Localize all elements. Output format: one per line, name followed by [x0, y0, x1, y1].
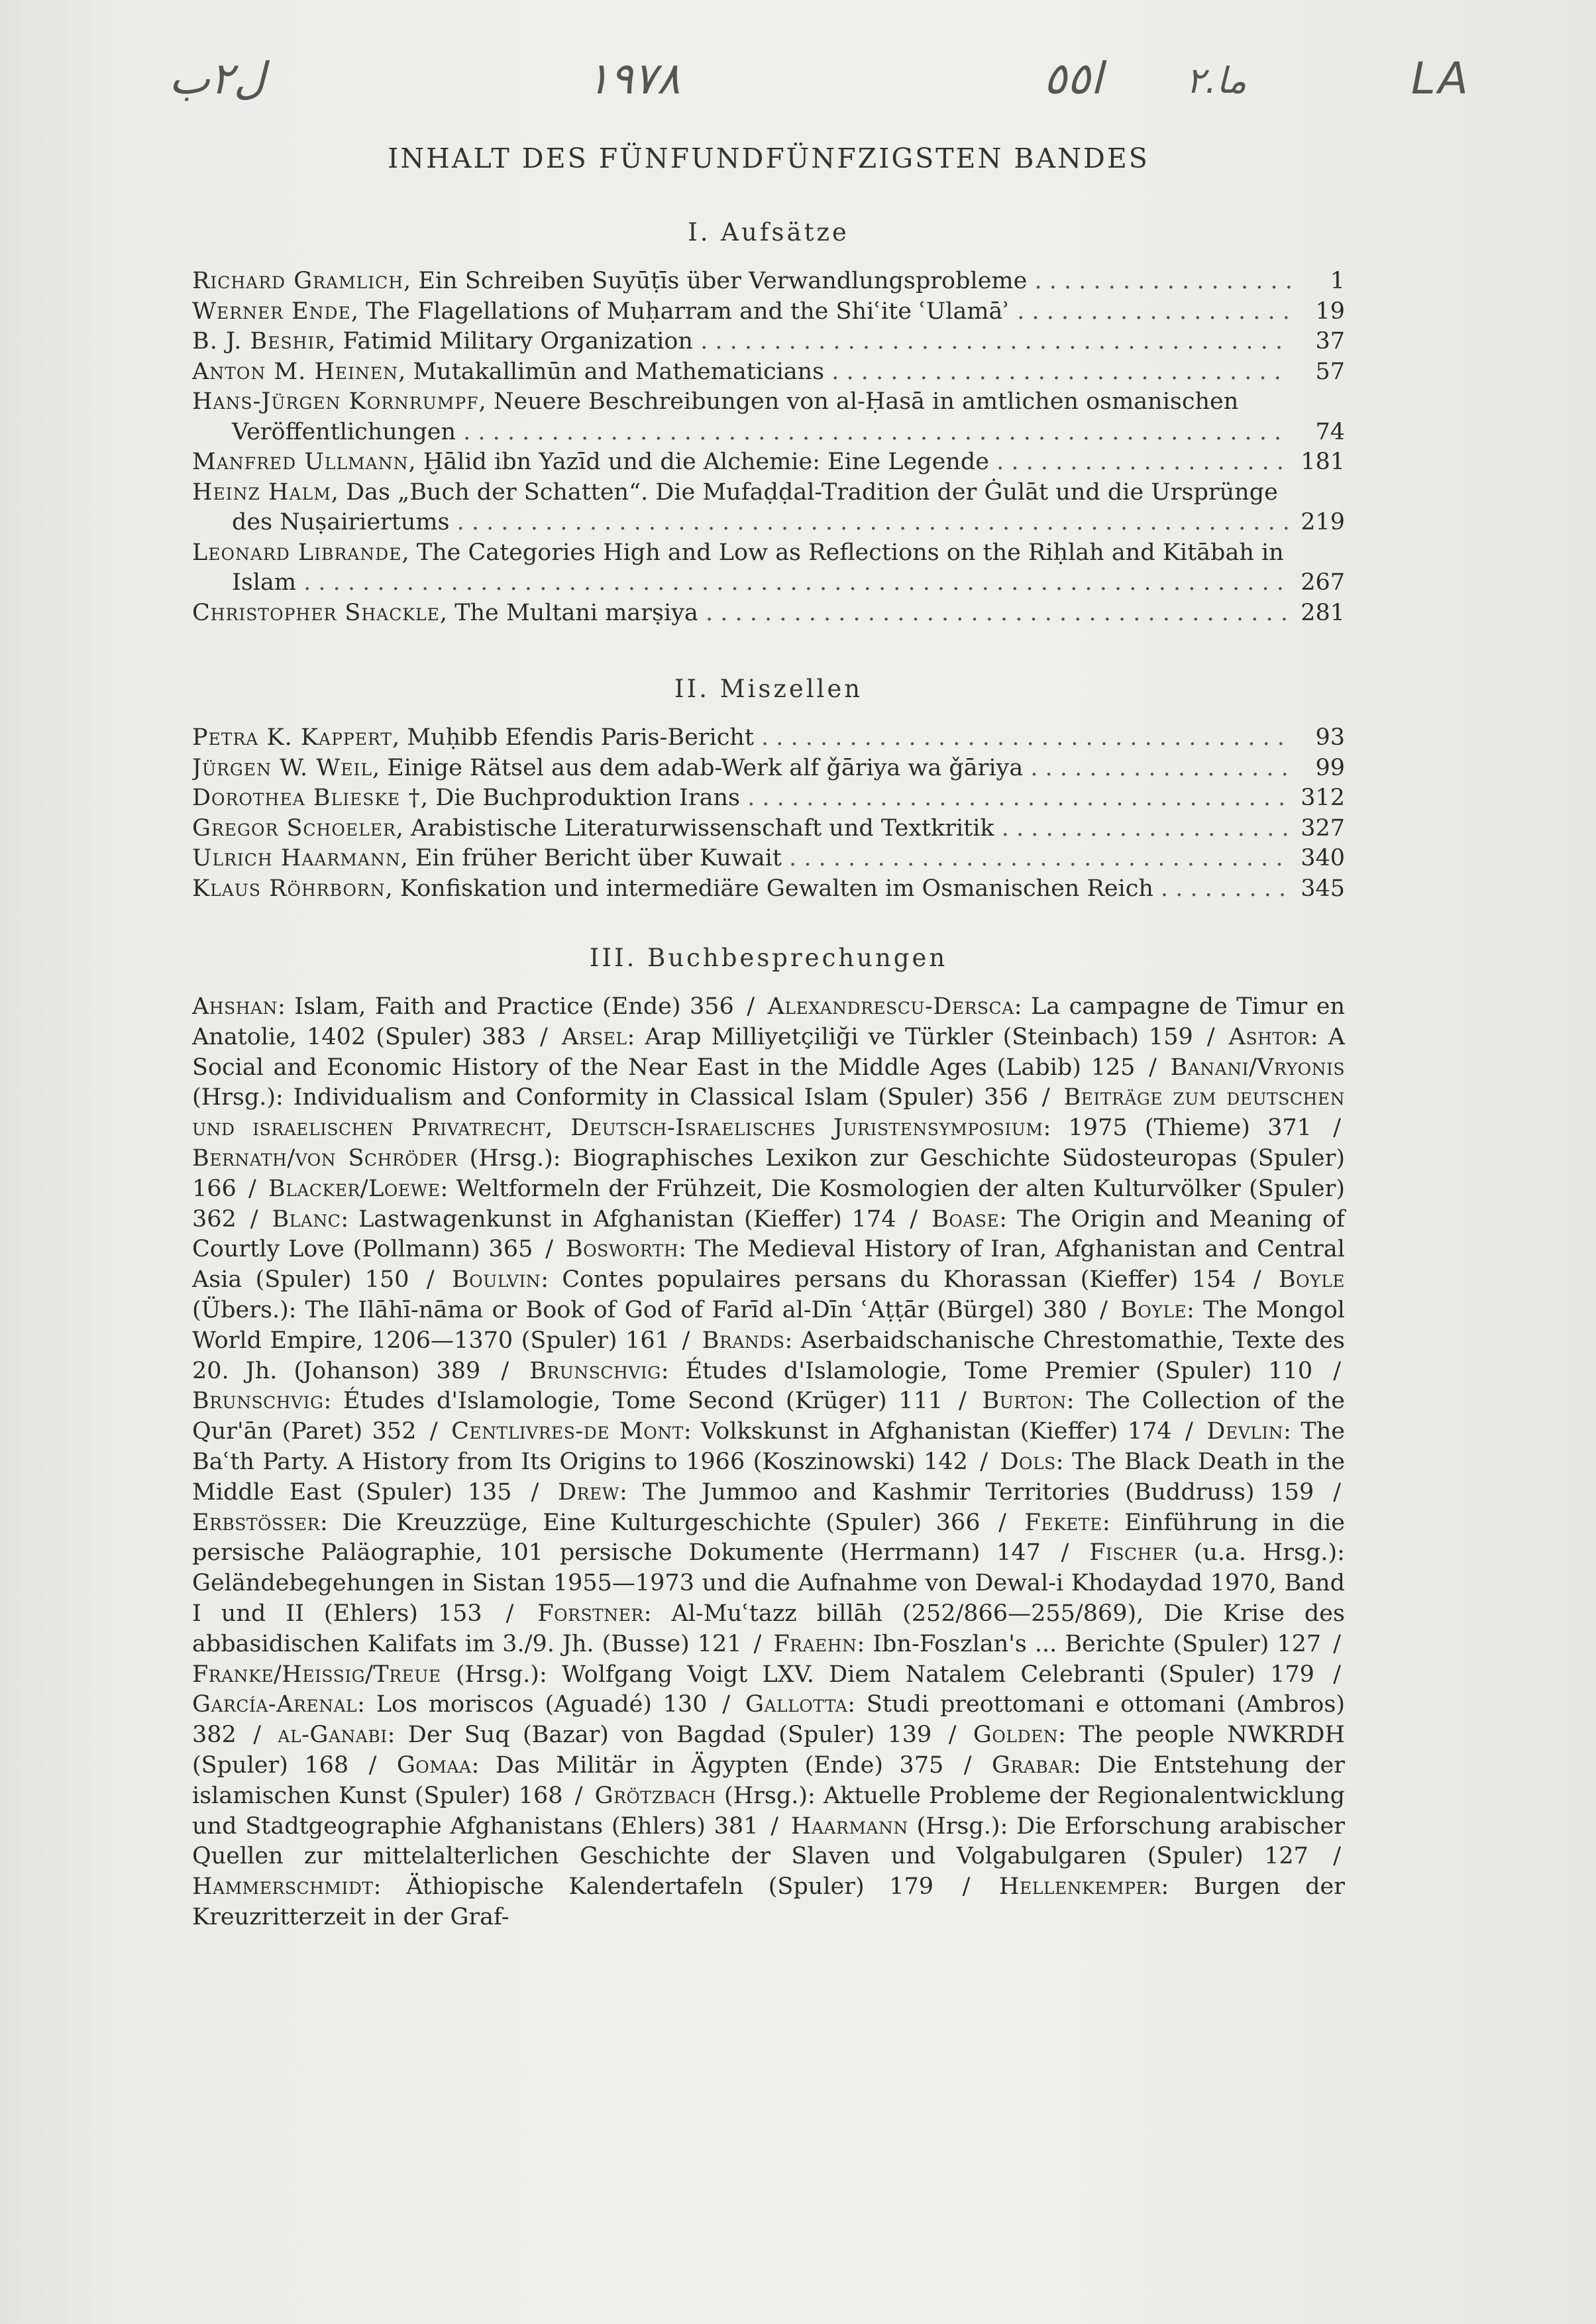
review-title: Weltformeln der Frühzeit, Die Kosmologien der alten Kulturvölker (Spuler) 362 [192, 1175, 1345, 1233]
toc-title: Fatimid Military Organization [343, 328, 701, 355]
toc-author: Leonard Librande [192, 539, 402, 566]
section-title-reviews: III. Buchbesprechungen [589, 944, 948, 972]
review-separator: / [1185, 1418, 1193, 1445]
review-title: (Hrsg.): Individualism and Conformity in Classical Islam (Spuler) 356 [192, 1084, 1028, 1111]
toc-title: Ein früher Bericht über Kuwait [415, 845, 790, 871]
review-title: A Social and Economic History of the Near East in the Middle Ages (Labib) 125 [192, 1023, 1345, 1081]
toc-title: Mutakallimūn and Mathematicians [413, 358, 832, 385]
review-author: Hammerschmidt [192, 1873, 374, 1901]
review-separator: / [429, 1418, 438, 1445]
handwritten-note: ما.٢ [1186, 60, 1247, 101]
toc-page-number: 181 [1301, 449, 1345, 475]
toc-entry: Klaus Röhrborn, Konfiskation und intermediäre Gewalten im Osmanischen Reich . . . . . . . . . 345 [192, 874, 1345, 905]
review-author: Bernath/von Schröder [192, 1144, 458, 1172]
toc-page-number: 93 [1315, 724, 1345, 751]
dot-leader: . . . . . . . . . [1161, 875, 1287, 902]
review-author: Forstner [537, 1600, 644, 1627]
review-title: Äthiopische Kalendertafeln (Spuler) 179 [405, 1873, 933, 1901]
toc-entry: Jürgen W. Weil, Einige Rätsel aus dem adab-Werk alf ǧāriya wa ǧāriya . . . . . . . . . . . . . . . . . . 99 [192, 753, 1345, 784]
page-title: INHALT DES FÜNFUNDFÜNFZIGSTEN BANDES [388, 142, 1149, 174]
dot-leader: . . . . . . . . . . . . . . . . . . . . . . . . . . . . . . . . . . . . [761, 724, 1285, 751]
toc-page-number: 1 [1330, 268, 1345, 294]
review-separator: / [1333, 1478, 1341, 1506]
review-author: Banani/Vryonis [1170, 1054, 1345, 1081]
review-author: Beiträge zum deutschen und israelischen Privatrecht, Deutsch-Israelisches Juristensymposium [192, 1084, 1345, 1142]
review-separator: / [540, 1023, 548, 1050]
toc-page-number: 99 [1315, 754, 1345, 781]
toc-author: Klaus Röhrborn [192, 875, 386, 902]
toc-entry: Richard Gramlich, Ein Schreiben Suyūṭīs über Verwandlungsprobleme . . . . . . . . . . . . . . . . . . 1 [192, 266, 1345, 297]
review-author: Bosworth [565, 1236, 679, 1263]
table-of-contents [192, 142, 1345, 1933]
review-title: The people NWKRDH (Spuler) 168 [192, 1722, 1345, 1779]
dot-leader: . . . . . . . . . . . . . . . . . . . . . . . . . . . . . . . [831, 358, 1281, 385]
toc-entry: B. J. Beshir, Fatimid Military Organization . . . . . . . . . . . . . . . . . . . . . . . . . . . . . . . . . . . . . . . . 37 [192, 327, 1345, 357]
articles-list [192, 266, 1345, 628]
review-title: (u.a. Hrsg.): Geländebegehungen in Sistan 1955—1973 und die Aufnahme von Dewal-i Khodaydad 1970, Band I und II (Ehlers) 153 [192, 1539, 1345, 1627]
toc-entry: Manfred Ullmann, Ḫālid ibn Yazīd und die Alchemie: Eine Legende . . . . . . . . . . . . . . . . . . . . 181 [192, 447, 1345, 478]
review-author: Fischer [1089, 1539, 1177, 1567]
review-author: Alexandrescu-Dersca [767, 993, 1014, 1020]
toc-author: Petra K. Kappert [192, 724, 393, 751]
review-title: The Medieval History of Iran, Afghanistan and Central Asia (Spuler) 150 [192, 1236, 1345, 1294]
review-author: Drew [558, 1478, 619, 1506]
review-author: Ashtor [1228, 1023, 1310, 1050]
review-author: Centlivres-de Mont [451, 1418, 684, 1445]
toc-author: Hans-Jürgen Kornrumpf [192, 388, 479, 415]
review-separator: / [574, 1782, 583, 1809]
review-title: Burgen der Kreuzritterzeit in der Graf- [192, 1873, 1345, 1930]
toc-entry: Hans-Jürgen Kornrumpf, Neuere Beschreibungen von al-Ḥasā in amtlichen osmanischen Veröffentlichungen . . . . . . . . . . . . . . . . . . . . . . . . . . . . . . . . . . . . . . . . . . . . . . . . . . . . . . . . 74 [192, 387, 1345, 447]
review-separator: / [1253, 1266, 1261, 1294]
review-separator: / [1041, 1084, 1050, 1111]
review-author: Burton [982, 1388, 1067, 1415]
dot-leader: . . . . . . . . . . . . . . . . . . . . . . . . . . . . . . . . . . . . . . . . [700, 328, 1283, 355]
toc-entry: Christopher Shackle, The Multani marṣiya . . . . . . . . . . . . . . . . . . . . . . . . . . . . . . . . . . . . . . . . 281 [192, 598, 1345, 629]
toc-page-number: 267 [1301, 569, 1345, 596]
review-title: The Black Death in the Middle East (Spuler) 135 [192, 1448, 1345, 1506]
review-title: La campagne de Timur en Anatolie, 1402 (Spuler) 383 [192, 993, 1346, 1050]
review-separator: / [771, 1812, 779, 1840]
toc-author: Dorothea Blieske † [192, 785, 421, 811]
toc-title: The Multani marṣiya [454, 599, 706, 626]
dot-leader: . . . . . . . . . . . . . . . . . . . . . . . . . . . . . . . . . . . . . [747, 785, 1286, 811]
review-title: The Origin and Meaning of Courtly Love (Pollmann) 365 [192, 1205, 1345, 1263]
dot-leader: . . . . . . . . . . . . . . . . . . . . [996, 449, 1285, 475]
review-separator: / [1333, 1357, 1341, 1384]
dot-leader: . . . . . . . . . . . . . . . . . . . . [1001, 814, 1289, 842]
toc-title: Konfiskation und intermediäre Gewalten im Osmanischen Reich [399, 875, 1161, 902]
review-author: Golden [973, 1722, 1059, 1749]
toc-title: Arabistische Literaturwissenschaft und Textkritik [411, 814, 1002, 842]
review-title: Islam, Faith and Practice (Ende) 356 [294, 993, 734, 1020]
review-author: Erbstösser [192, 1509, 320, 1536]
toc-entry: Leonard Librande, The Categories High and Low as Reflections on the Riḥlah and Kitābah in Islam . . . . . . . . . . . . . . . . . . . . . . . . . . . . . . . . . . . . . . . . . . . . . . . . . . . . . . . . . . . . . . . . . . . 267 [192, 538, 1345, 598]
section-title-articles: I. Aufsätze [688, 218, 849, 247]
review-separator: / [998, 1509, 1006, 1536]
review-author: Grötzbach [594, 1782, 716, 1809]
review-title: Die Kreuzzüge, Eine Kulturgeschichte (Spuler) 366 [342, 1509, 981, 1536]
review-author: Hellenkemper [998, 1873, 1161, 1901]
review-author: Boyle [1120, 1296, 1187, 1323]
dot-leader: . . . . . . . . . . . . . . . . . . . . . . . . . . . . . . . . . . . . . . . . . . . . . . . . . . . . . . . . [463, 418, 1282, 445]
handwritten-shelfmark [0, 40, 1596, 119]
review-separator: / [753, 1630, 762, 1657]
dot-leader: . . . . . . . . . . . . . . . . . . . . . . . . . . . . . . . . . . . . . . . . [705, 599, 1288, 626]
review-title: (Hrsg.): Biographisches Lexikon zur Geschichte Südosteuropas (Spuler) 166 [192, 1144, 1345, 1202]
review-separator: / [1333, 1661, 1341, 1688]
review-author: Boyle [1278, 1266, 1345, 1294]
toc-title: Die Buchproduktion Irans [435, 785, 748, 811]
toc-author: Jürgen W. Weil [192, 754, 372, 781]
review-title: (Hrsg.): Aktuelle Probleme der Regionalentwicklung und Stadtgeographie Afghanistans (Ehlers) 381 [192, 1782, 1345, 1840]
handwritten-note: ١٩٧٨ [586, 53, 680, 104]
toc-title: The Flagellations of Muḥarram and the Shiʿite ʿUlamāʾ [366, 298, 1018, 325]
review-separator: / [505, 1600, 514, 1627]
dot-leader: . . . . . . . . . . . . . . . . . . . . . . . . . . . . . . . . . . [789, 845, 1283, 871]
review-author: Grabar [991, 1751, 1074, 1779]
review-separator: / [747, 993, 755, 1020]
toc-entry: Ulrich Haarmann, Ein früher Bericht über Kuwait . . . . . . . . . . . . . . . . . . . . . . . . . . . . . . . . . . 340 [192, 844, 1345, 874]
review-title: Aserbaidschanische Chrestomathie, Texte des 20. Jh. (Johanson) 389 [192, 1327, 1345, 1384]
toc-page-number: 19 [1315, 298, 1345, 325]
review-separator: / [958, 1388, 967, 1415]
toc-entry: Heinz Halm, Das „Buch der Schatten“. Die Mufaḍḍal-Tradition der Ġulāt und die Ursprünge des Nuṣairiertums . . . . . . . . . . . . . . . . . . . . . . . . . . . . . . . . . . . . . . . . . . . . . . . . . . . . . . . . . 219 [192, 478, 1345, 538]
review-author: Ahshan [192, 993, 278, 1020]
review-title: Arap Milliyetçiliği ve Türkler (Steinbach) 159 [645, 1023, 1193, 1050]
toc-entry: Werner Ende, The Flagellations of Muḥarram and the Shiʿite ʿUlamāʾ . . . . . . . . . . . . . . . . . . . 19 [192, 297, 1345, 327]
review-title: (Hrsg.): Die Erforschung arabischer Quellen zur mittelalterlichen Geschichte der Slaven und Volgabulgaren (Spuler) 127 [192, 1812, 1345, 1870]
review-separator: / [545, 1236, 554, 1263]
review-author: Boulvin [451, 1266, 541, 1294]
toc-page-number: 327 [1301, 814, 1345, 842]
review-title: Contes populaires persans du Khorassan (Kieffer) 154 [562, 1266, 1236, 1294]
review-separator: / [1149, 1054, 1157, 1081]
review-separator: / [1206, 1023, 1215, 1050]
review-author: García-Arenal [192, 1691, 358, 1718]
toc-author: Christopher Shackle [192, 599, 440, 626]
toc-page-number: 37 [1315, 328, 1345, 355]
review-separator: / [1333, 1843, 1341, 1870]
toc-author: Heinz Halm [192, 478, 331, 506]
dot-leader: . . . . . . . . . . . . . . . . . . . [1017, 298, 1290, 325]
toc-page-number: 74 [1315, 418, 1345, 445]
toc-author: Ulrich Haarmann [192, 845, 401, 871]
review-author: Fraehn [773, 1630, 857, 1657]
review-author: Boase [931, 1205, 1000, 1233]
review-title: Études d'Islamologie, Tome Premier (Spuler) 110 [685, 1357, 1313, 1384]
review-author: Fekete [1024, 1509, 1102, 1536]
toc-author: Werner Ende [192, 298, 351, 325]
toc-entry: Anton M. Heinen, Mutakallimūn and Mathematicians . . . . . . . . . . . . . . . . . . . . . . . . . . . . . . . 57 [192, 357, 1345, 388]
review-separator: / [948, 1722, 957, 1749]
review-title: Lastwagenkunst in Afghanistan (Kieffer) 174 [358, 1205, 896, 1233]
review-title: Der Suq (Bazar) von Bagdad (Spuler) 139 [407, 1722, 932, 1749]
review-separator: / [250, 1205, 258, 1233]
review-author: Blacker/Loewe [268, 1175, 441, 1202]
review-author: Blanc [272, 1205, 341, 1233]
review-author: Franke/Heissig/Treue [192, 1661, 441, 1688]
handwritten-note: LA [1411, 53, 1471, 104]
review-title: (Übers.): The Ilāhī-nāma or Book of God of Farīd al-Dīn ʿAṭṭār (Bürgel) 380 [192, 1296, 1088, 1323]
toc-page-number: 281 [1301, 599, 1345, 626]
review-separator: / [980, 1448, 988, 1475]
review-title: 1975 (Thieme) 371 [1068, 1115, 1312, 1142]
review-separator: / [962, 1873, 971, 1901]
review-separator: / [426, 1266, 435, 1294]
handwritten-note: ل٢ب [169, 53, 266, 104]
review-title: Volkskunst in Afghanistan (Kieffer) 174 [701, 1418, 1172, 1445]
review-title: The Collection of the Qur'ān (Paret) 352 [192, 1388, 1345, 1445]
toc-author: B. J. Beshir [192, 328, 329, 355]
review-author: Gallotta [745, 1691, 848, 1718]
review-title: Ibn-Foszlan's ... Berichte (Spuler) 127 [873, 1630, 1322, 1657]
miscellanea-list [192, 723, 1345, 904]
review-separator: / [1333, 1630, 1341, 1657]
toc-title: The Categories High and Low as Reflections on the Riḥlah and Kitābah in Islam [232, 539, 1284, 596]
toc-title: Muḥibb Efendis Paris-Bericht [407, 724, 762, 751]
review-author: al-Ganabi [278, 1722, 388, 1749]
dot-leader: . . . . . . . . . . . . . . . . . . . . . . . . . . . . . . . . . . . . . . . . . . . . . . . . . . . . . . . . . . . . . . . . . . . [303, 569, 1284, 596]
toc-author: Gregor Schoeler [192, 814, 396, 842]
review-author: Devlin [1206, 1418, 1284, 1445]
review-separator: / [248, 1175, 256, 1202]
review-title: The Mongol World Empire, 1206—1370 (Spuler) 161 [192, 1296, 1345, 1354]
toc-title: Einige Rätsel aus dem adab-Werk alf ǧāriya wa ǧāriya [387, 754, 1031, 781]
review-separator: / [253, 1722, 262, 1749]
toc-title: Ḫālid ibn Yazīd und die Alchemie: Eine Legende [423, 449, 997, 475]
review-separator: / [682, 1327, 690, 1354]
review-title: Al-Muʿtazz billāh (252/866—255/869), Die Krise des abbasidischen Kalifats im 3./9. Jh. (Busse) 121 [192, 1600, 1345, 1657]
review-title: Die Entstehung der islamischen Kunst (Spuler) 168 [192, 1751, 1345, 1809]
review-title: Studi preottomani e ottomani (Ambros) 382 [192, 1691, 1345, 1749]
review-separator: / [1100, 1296, 1108, 1323]
review-title: The Jummoo and Kashmir Territories (Buddruss) 159 [642, 1478, 1314, 1506]
reviews-paragraph: Ahshan: Islam, Faith and Practice (Ende) 356 / Alexandrescu-Dersca: La campagne de Timur en Anatolie, 1402 (Spuler) 383 / Arsel: Arap Milliyetçiliği ve Türkler (Steinbach) 159 / Ashtor: A Social and Economic History of the Near East in the Middle Ages (Labib) 125 / Banani/Vryonis (Hrsg.): Individualism and Conformity in Classical Islam (Spuler) 356 / Beiträge zum deutschen und israelischen Privatrecht, Deutsch-Israelisches Juristensymposium: 1975 (Thieme) 371 / Bernath/von Schröder (Hrsg.): Biographisches Lexikon zur Geschichte Südosteuropas (Spuler) 166 / Blacker/Loewe: Weltformeln der Frühzeit, Die Kosmologien der alten Kulturvölker (Spuler) 362 / Blanc: Lastwagenkunst in Afghanistan (Kieffer) 174 / Boase: The Origin and Meaning of Courtly Love (Pollmann) 365 / Bosworth: The Medieval History of Iran, Afghanistan and Central Asia (Spuler) 150 / Boulvin: Contes populaires persans du Khorassan (Kieffer) 154 / Boyle (Übers.): The Ilāhī-nāma or Book of God of Farīd al-Dīn ʿAṭṭār (Bürgel) 380 / Boyle: The Mongol World Empire, 1206—1370 (Spuler) 161 / Brands: Aserbaidschanische Chrestomathie, Texte des 20. Jh. (Johanson) 389 / Brunschvig: Études d'Islamologie, Tome Premier (Spuler) 110 / Brunschvig: Études d'Islamologie, Tome Second (Krüger) 111 / Burton: The Collection of the Qur'ān (Paret) 352 / Centlivres-de Mont: Volkskunst in Afghanistan (Kieffer) 174 / Devlin: The Baʿth Party. A History from Its Origins to 1966 (Koszinowski) 142 / Dols: The Black Death in the Middle East (Spuler) 135 / Drew: The Jummoo and Kashmir Territories (Buddruss) 159 / Erbstösser: Die Kreuzzüge, Eine Kulturgeschichte (Spuler) 366 / Fekete: Einführung in die persische Paläographie, 101 persische Dokumente (Herrmann) 147 / Fischer (u.a. Hrsg.): Geländebegehungen in Sistan 1955—1973 und die Aufnahme von Dewal-i Khodaydad 1970, Band I und II (Ehlers) 153 / Forstner: Al-Muʿtazz billāh (252/866—255/869), Die Krise des abbasidischen Kalifats im 3./9. Jh. (Busse) 121 / Fraehn: Ibn-Foszlan's ... Berichte (Spuler) 127 / Franke/Heissig/Treue (Hrsg.): Wolfgang Voigt LXV. Diem Natalem Celebranti (Spuler) 179 / García-Arenal: Los moriscos (Aguadé) 130 / Gallotta: Studi preottomani e ottomani (Ambros) 382 / al-Ganabi: Der Suq (Bazar) von Bagdad (Spuler) 139 / Golden: The people NWKRDH (Spuler) 168 / Gomaa: Das Militär in Ägypten (Ende) 375 / Grabar: Die Entstehung der islamischen Kunst (Spuler) 168 / Grötzbach (Hrsg.): Aktuelle Probleme der Regionalentwicklung und Stadtgeographie Afghanistans (Ehlers) 381 / Haarmann (Hrsg.): Die Erforschung arabischer Quellen zur mittelalterlichen Geschichte der Slaven und Volgabulgaren (Spuler) 127 / Hammerschmidt: Äthiopische Kalendertafeln (Spuler) 179 / Hellenkemper: Burgen der Kreuzritterzeit in der Graf- [192, 993, 1346, 1930]
review-title: (Hrsg.): Wolfgang Voigt LXV. Diem Natalem Celebranti (Spuler) 179 [455, 1661, 1314, 1688]
review-author: Brunschvig [529, 1357, 661, 1384]
section-title-miscellanea: II. Miszellen [674, 675, 863, 703]
toc-entry: Dorothea Blieske †, Die Buchproduktion Irans . . . . . . . . . . . . . . . . . . . . . . . . . . . . . . . . . . . . . 312 [192, 783, 1345, 814]
review-author: Dols [1000, 1448, 1056, 1475]
review-author: Arsel [561, 1023, 627, 1050]
review-separator: / [722, 1691, 731, 1718]
review-separator: / [963, 1751, 972, 1779]
dot-leader: . . . . . . . . . . . . . . . . . . [1030, 754, 1289, 781]
toc-entry: Gregor Schoeler, Arabistische Literaturwissenschaft und Textkritik . . . . . . . . . . . . . . . . . . . . 327 [192, 814, 1345, 844]
toc-title: Das „Buch der Schatten“. Die Mufaḍḍal-Tradition der Ġulāt und die Ursprünge des Nuṣairiertums [232, 478, 1278, 535]
review-separator: / [368, 1751, 377, 1779]
handwritten-note: ا٥٥ [1043, 53, 1103, 104]
review-author: Brands [702, 1327, 785, 1354]
toc-page-number: 219 [1301, 509, 1345, 535]
dot-leader: . . . . . . . . . . . . . . . . . . . . . . . . . . . . . . . . . . . . . . . . . . . . . . . . . . . . . . . . . [456, 509, 1290, 535]
review-separator: / [501, 1357, 509, 1384]
review-separator: / [910, 1205, 918, 1233]
review-separator: / [1061, 1539, 1069, 1567]
review-author: Haarmann [790, 1812, 908, 1840]
review-separator: / [531, 1478, 539, 1506]
toc-title: Neuere Beschreibungen von al-Ḥasā in amtlichen osmanischen Veröffentlichungen [232, 388, 1239, 445]
dot-leader: . . . . . . . . . . . . . . . . . . [1034, 268, 1293, 294]
toc-author: Manfred Ullmann [192, 449, 409, 475]
toc-page-number: 312 [1301, 785, 1345, 811]
review-title: Los moriscos (Aguadé) 130 [376, 1691, 708, 1718]
review-author: Gomaa [396, 1751, 472, 1779]
review-title: Das Militär in Ägypten (Ende) 375 [495, 1751, 944, 1779]
toc-author: Richard Gramlich [192, 268, 404, 294]
toc-page-number: 57 [1315, 358, 1345, 385]
review-title: Einführung in die persische Paläographie, 101 persische Dokumente (Herrmann) 147 [192, 1509, 1346, 1567]
review-title: Études d'Islamologie, Tome Second (Krüger) 111 [343, 1388, 943, 1415]
review-separator: / [1333, 1115, 1341, 1142]
toc-page-number: 340 [1301, 845, 1345, 871]
toc-entry: Petra K. Kappert, Muḥibb Efendis Paris-Bericht . . . . . . . . . . . . . . . . . . . . . . . . . . . . . . . . . . . . 93 [192, 723, 1345, 753]
toc-page-number: 345 [1301, 875, 1345, 902]
toc-author: Anton M. Heinen [192, 358, 399, 385]
review-author: Brunschvig [192, 1388, 324, 1415]
review-title: The Baʿth Party. A History from Its Origins to 1966 (Koszinowski) 142 [192, 1418, 1345, 1475]
toc-title: Ein Schreiben Suyūṭīs über Verwandlungsprobleme [418, 268, 1035, 294]
